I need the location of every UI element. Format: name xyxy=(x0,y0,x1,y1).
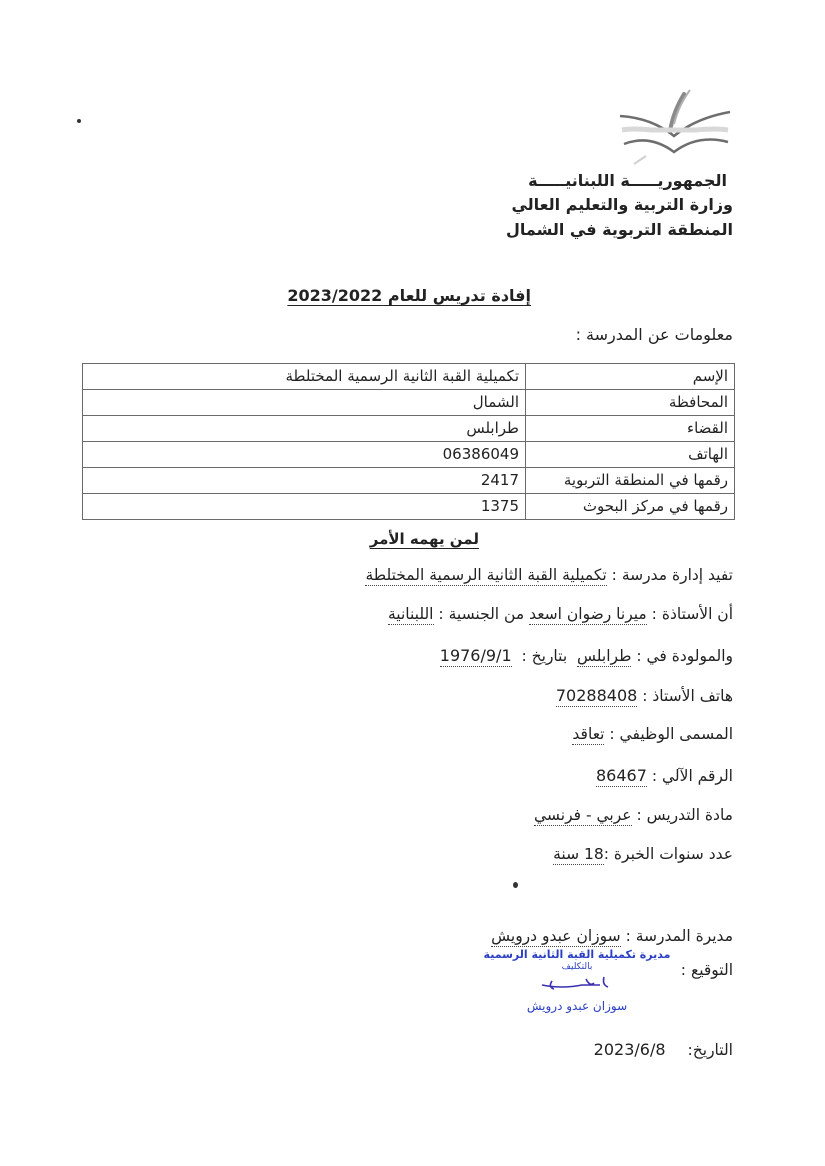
region-name: المنطقة التربوية في الشمال xyxy=(505,220,733,239)
school-admin-line xyxy=(365,566,733,584)
row-value: تكميلية القبة الثانية الرسمية المختلطة xyxy=(83,364,526,390)
job-title-label: المسمى الوظيفي : xyxy=(604,725,733,743)
date-value: 2023/6/8 xyxy=(593,1040,666,1059)
table-row xyxy=(83,468,735,494)
principal-stamp xyxy=(482,948,672,1023)
row-value: الشمال xyxy=(83,390,526,416)
row-value: 1375 xyxy=(83,494,526,520)
row-label: المحافظة xyxy=(526,390,735,416)
table-row xyxy=(83,364,735,390)
phone-label: هاتف الأستاذ : xyxy=(637,687,733,705)
school-info-table xyxy=(82,363,735,520)
experience-value: 18 سنة xyxy=(553,845,604,863)
phone-line xyxy=(556,686,733,705)
to-whom-heading: لمن يهمه الأمر xyxy=(369,530,479,548)
stamp-name: سوزان عبدو درويش xyxy=(526,999,628,1013)
school-admin-value: تكميلية القبة الثانية الرسمية المختلطة xyxy=(365,566,607,584)
teacher-line xyxy=(388,605,733,623)
row-label: رقمها في مركز البحوث xyxy=(526,494,735,520)
table-row xyxy=(83,416,735,442)
subject-value: عربي - فرنسي xyxy=(534,806,632,824)
signature-label: التوقيع : xyxy=(680,961,733,979)
birthdate-label: بتاريخ : xyxy=(511,647,578,665)
document-title: إفادة تدريس للعام 2023/2022 xyxy=(287,286,531,305)
id-value: 86467 xyxy=(595,766,647,785)
nationality-label: من الجنسية : xyxy=(433,605,530,623)
principal-label: مديرة المدرسة : xyxy=(620,927,733,945)
row-label: القضاء xyxy=(526,416,735,442)
row-label: الهاتف xyxy=(526,442,735,468)
table-row xyxy=(83,390,735,416)
id-line xyxy=(596,766,733,785)
principal-line xyxy=(491,927,733,945)
ministry-name: وزارة التربية والتعليم العالي xyxy=(511,195,733,214)
country-name: الجمهوريـــــة اللبنانيـــــة xyxy=(528,171,727,190)
subject-label: مادة التدريس : xyxy=(631,806,733,824)
subject-line xyxy=(534,806,733,824)
table-row xyxy=(83,442,735,468)
principal-value: سوزان عبدو درويش xyxy=(491,927,621,945)
phone-value: 70288408 xyxy=(555,686,638,705)
row-label: الإسم xyxy=(526,364,735,390)
row-value: طرابلس xyxy=(83,416,526,442)
birthplace-value: طرابلس xyxy=(577,647,632,665)
stamp-assignment: بالتكليف xyxy=(561,962,593,972)
scan-speck xyxy=(77,119,81,123)
date-line xyxy=(594,1040,733,1059)
row-label: رقمها في المنطقة التربوية xyxy=(526,468,735,494)
job-title-line xyxy=(572,725,733,743)
teacher-label: أن الأستاذة : xyxy=(646,605,733,623)
ministry-logo-icon xyxy=(612,86,738,170)
school-admin-label: تفيد إدارة مدرسة : xyxy=(606,566,733,584)
row-value: 06386049 xyxy=(83,442,526,468)
handwritten-signature-icon xyxy=(482,973,672,995)
experience-label: عدد سنوات الخبرة : xyxy=(603,845,733,863)
nationality-value: اللبنانية xyxy=(387,605,434,623)
scan-speck xyxy=(513,882,518,888)
experience-line xyxy=(553,845,733,863)
teacher-name: ميرنا رضوان اسعد xyxy=(529,605,647,623)
school-info-heading: معلومات عن المدرسة : xyxy=(575,325,733,344)
birthplace-label: والمولودة في : xyxy=(631,647,733,665)
table-row xyxy=(83,494,735,520)
birth-line xyxy=(440,646,733,665)
birthdate-value: 1976/9/1 xyxy=(439,646,512,665)
row-value: 2417 xyxy=(83,468,526,494)
job-title-value: تعاقد xyxy=(572,725,605,743)
stamp-title: مديرة تكميلية القبة الثانية الرسمية xyxy=(483,948,671,961)
date-label: التاريخ: xyxy=(687,1041,733,1059)
id-label: الرقم الآلي : xyxy=(646,767,733,785)
